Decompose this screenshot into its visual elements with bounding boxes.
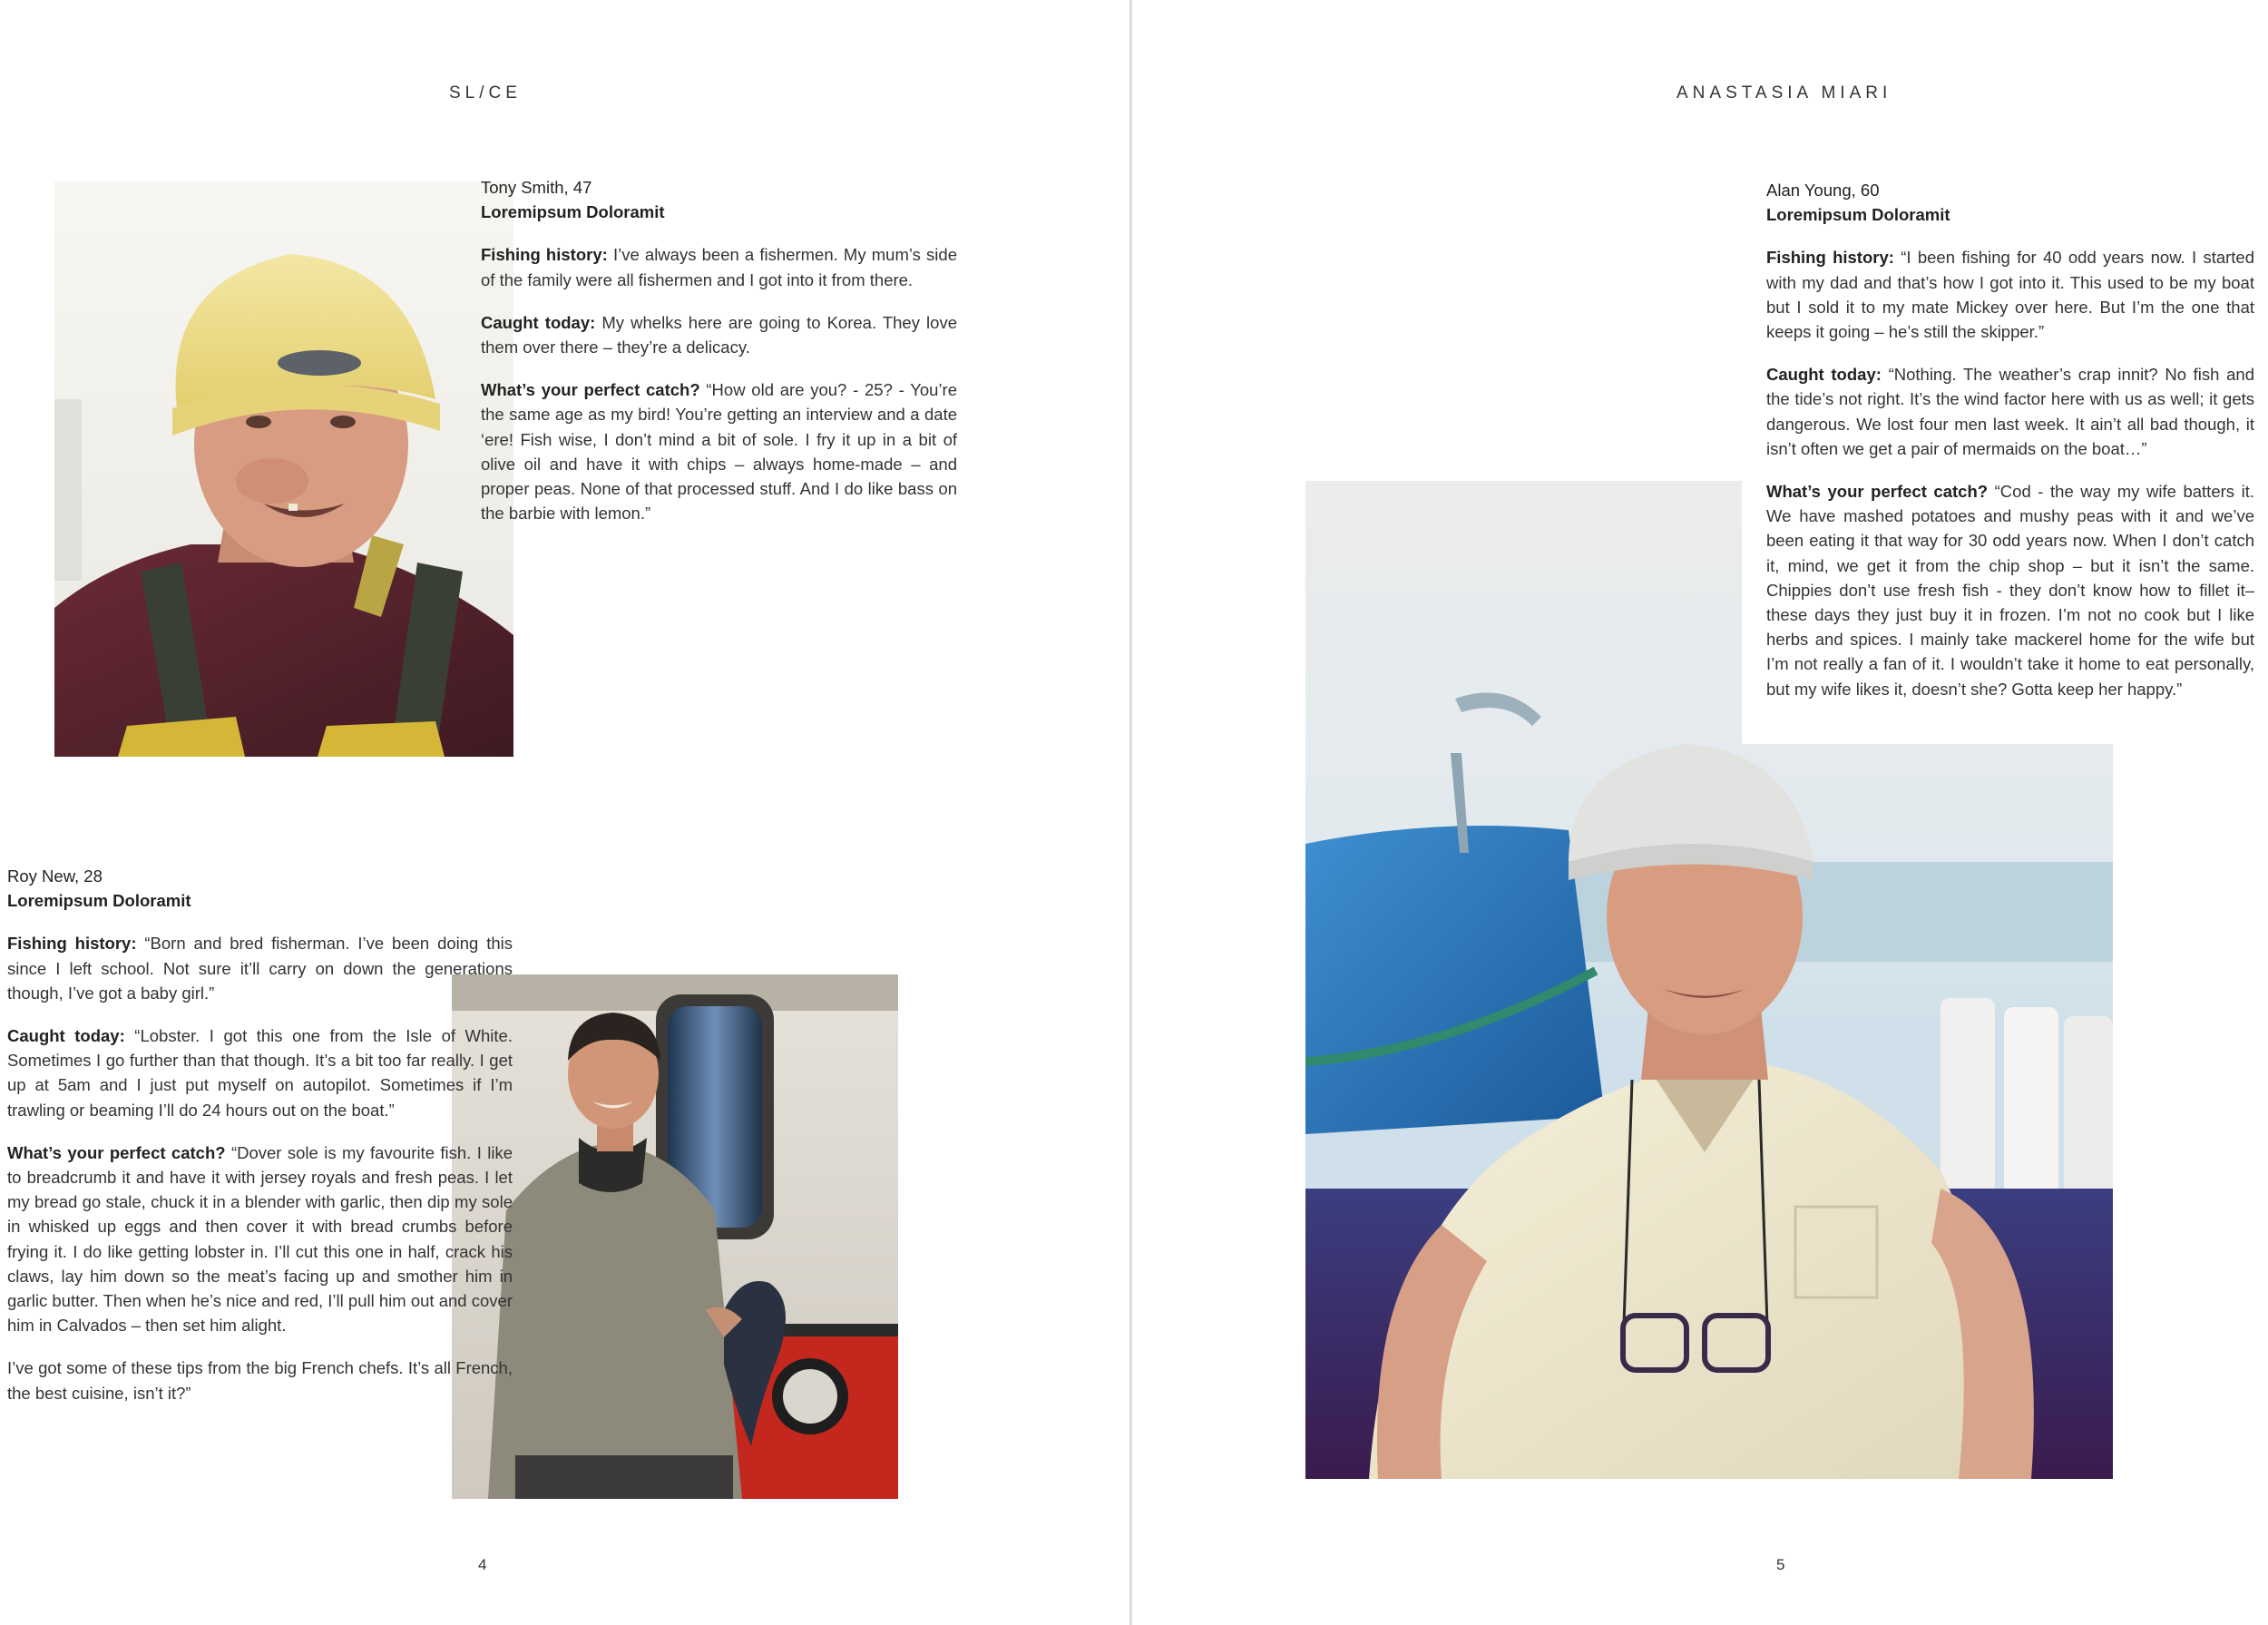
roy-caught-label: Caught today: [7, 1026, 125, 1046]
profile-tony-smith [481, 175, 957, 543]
tony-smith-portrait [54, 181, 513, 757]
roy-history-label: Fishing history: [7, 934, 137, 954]
alan-perfect-text: “Cod - the way my wife batters it. We have mashed potatoes and mushy peas with it and we’ve been eating it that way for 30 odd years now. When I don’t catch it, mind, we get it from the chip shop – but it isn’t the same. Chippies don’t use fresh fish - they don’t know how to fillet it– these days they just buy it in frozen. I’m not no cook but I like herbs and spices. I mainly take mackerel home for the wife but I’m not really a fan of it. I wouldn’t take it home to eat personally, but my wife likes it, doesn’t she? Gotta keep her happy.” [1766, 482, 2254, 699]
page-number-right: 5 [1776, 1556, 1785, 1573]
profile-alan-young [1766, 178, 2254, 720]
tony-caught-text: My whelks here are going to Korea. They love them over there – they’re a delicacy. [481, 312, 957, 357]
alan-caught-label: Caught today: [1766, 365, 1882, 385]
profile-roy-new [7, 864, 513, 1424]
roy-perfect-catch [7, 1140, 513, 1338]
running-head-right: ANASTASIA MIARI [1677, 83, 1892, 103]
roy-subtitle: Loremipsum Doloramit [7, 891, 191, 911]
tony-perfect-catch [481, 377, 957, 525]
alan-caught-today [1766, 362, 2254, 461]
tony-history-label: Fishing history: [481, 245, 608, 265]
alan-caught-text: “Nothing. The weather’s crap innit? No fish and the tide’s not right. It’s the wind factor here with us as well; it gets dangerous. We lost four men last week. It ain’t all bad though, it isn’t often we get a pair of mermaids on the boat…” [1766, 365, 2255, 458]
roy-history-text: “Born and bred fisherman. I’ve been doing this since I left school. Not sure it’ll carry on down the generations though, I’ve got a baby girl.” [7, 934, 513, 1003]
roy-fishing-history [7, 931, 513, 1005]
alan-perfect-catch [1766, 479, 2254, 701]
tony-fishing-history [481, 242, 957, 291]
alan-history-label: Fishing history: [1766, 248, 1894, 268]
tony-perfect-label: What’s your perfect catch? [481, 380, 700, 400]
alan-fishing-history [1766, 245, 2254, 344]
alan-history-text: “I been fishing for 40 odd years now. I started with my dad and that’s how I got into it. This used to be my boat but I sold it to my mate Mickey over here. But I’m the one that keeps it going – he’s still the skipper.” [1766, 248, 2254, 342]
tony-name-age: Tony Smith, 47 [481, 178, 592, 197]
alan-name-age: Alan Young, 60 [1766, 181, 1880, 200]
roy-perfect-text: “Dover sole is my favourite fish. I like to breadcrumb it and have it with jersey royals and fresh peas. I let my bread go stale, chuck it in a blender with garlic, then dip my sole in whisked up eggs and then cover it with bread crumbs before frying it. I do like getting lobster in. I’ll cut this one in half, crack his claws, lay him down so the meat’s facing up and smother him in garlic butter. Then when he’s nice and red, I’ll pull him out and cover him in Calvados – then set him alight. [7, 1142, 513, 1336]
photo-roy-new [452, 974, 898, 1499]
roy-closing-quote: I’ve got some of these tips from the big French chefs. It’s all French, the best cuisine, isn’t it?” [7, 1358, 513, 1403]
tony-caught-label: Caught today: [481, 312, 596, 332]
tony-subtitle: Loremipsum Doloramit [481, 202, 665, 222]
alan-subtitle: Loremipsum Doloramit [1766, 205, 1950, 225]
page-number-left: 4 [478, 1556, 487, 1573]
photo-tony-smith [54, 181, 513, 757]
roy-new-portrait [452, 974, 898, 1499]
right-page [1132, 0, 2268, 1625]
running-head-left: SL/CE [449, 83, 522, 103]
roy-name-age: Roy New, 28 [7, 866, 103, 886]
roy-perfect-label: What’s your perfect catch? [7, 1142, 226, 1162]
roy-caught-text: “Lobster. I got this one from the Isle of White. Sometimes I go further than that though. It’s a bit too far really. I get up at 5am and I just put myself on autopilot. Sometimes if I’m trawling or beaming I’ll do 24 hours out on the boat.” [7, 1026, 513, 1120]
tony-caught-today [481, 310, 957, 359]
roy-caught-today [7, 1023, 513, 1122]
alan-perfect-label: What’s your perfect catch? [1766, 482, 1989, 502]
left-page [0, 0, 1130, 1625]
tony-history-text: I’ve always been a fishermen. My mum’s side of the family were all fishermen and I got into it from there. [481, 245, 957, 289]
tony-perfect-text: “How old are you? - 25? - You’re the same age as my bird! You’re getting an interview and a date ‘ere! Fish wise, I don’t mind a bit of sole. I fry it up in a bit of olive oil and have it with chips – always home-made – and proper peas. None of that processed stuff. And I do like bass on the barbie with lemon.” [481, 380, 957, 524]
